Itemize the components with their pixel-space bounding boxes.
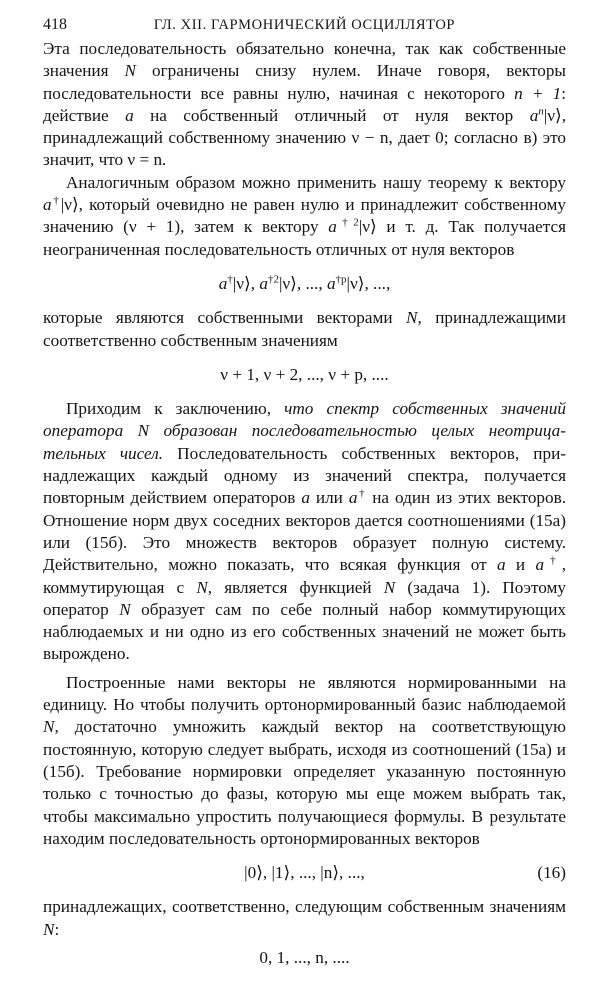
paragraph-4: Приходим к заключению, что спектр собственных значений оператора N образован последовательностью целых неотрицательных чисел. Последовательность собственных векторов, принадлежащих каждый одному из значений спектра, получается повторным действием операторов a или a† на один из этих векторов. Отношение норм двух соседних векторов дается соотношениями (15а) или (15б). Это множеств векторов образует полную систему. Действительно, можно показать, что всякая функция от a и a†, коммутирующая с N, является функцией N (задача 1). Поэтому оператор N образует сам по себе полный набор коммутирующих наблюдаемых и ни одно из его собственных значений не может быть вырождено. [43,399,567,664]
page-header [43,14,566,38]
paragraph-6: принадлежащих, соответственно, следующим собственным значениям N: [43,897,566,939]
equation-eigenvalues-nu: ν + 1, ν + 2, ..., ν + p, .... [220,364,389,384]
paragraph-2: Аналогичным образом можно применить нашу теорему к вектору a†|ν⟩, который очевидно не равен нулю и принадлежит собственному значению (ν + 1), затем к вектору $a^{\dagger 2}|\nu⟩$ и т. д. Так получается неограниченная последовательность отличных от нуля векторов [43,172,567,259]
equation-eigenvalues-n: 0, 1, ..., n, .... [259,947,350,967]
equation-vector-sequence: a†|ν⟩, $a^{\dagger 2}|\nu⟩$, ..., $a^{\dagger p}|\nu⟩$, ..., [218,273,391,293]
equation-16 [43,862,566,884]
equation-16-body: |0⟩, |1⟩, ..., |n⟩, ..., [244,863,365,883]
paragraph-5: Построенные нами векторы не являются нормированными на единицу. Но чтобы получить ортонормированный базис наблюдаемой N, достаточно умножить каждый вектор на соответствующую постоянную, которую следует выбрать, исходя из соотношений (15а) и (15б). Требование нормировки определяет указанную постоянную только с точностью до фазы, которую мы еще можем выбрать так, чтобы максимально упростить получающиеся формулы. В результате находим последовательность ортонормированных векторов [43,672,566,848]
paragraph-1: Эта последовательность обязательно конечна, так как собственные значения N ограничены снизу нулем. Иначе говоря, векторы последовательности все равны нулю, начиная с некоторого n + 1: действие a на собственный отличный от нуля вектор $a^n|\nu⟩$, принадлежащий собственному значению ν − n, дает 0; согласно в) это значит, что ν = n. [43,39,566,170]
equation-number: (16) [537,863,566,883]
page-number: 418 [43,16,67,33]
running-title: ГЛ. XII. ГАРМОНИЧЕСКИЙ ОСЦИЛЛЯТОР [153,17,456,33]
book-page [43,14,566,981]
paragraph-3: которые являются собственными векторами N, принадлежащими соответственно собственным значениям [43,308,566,350]
